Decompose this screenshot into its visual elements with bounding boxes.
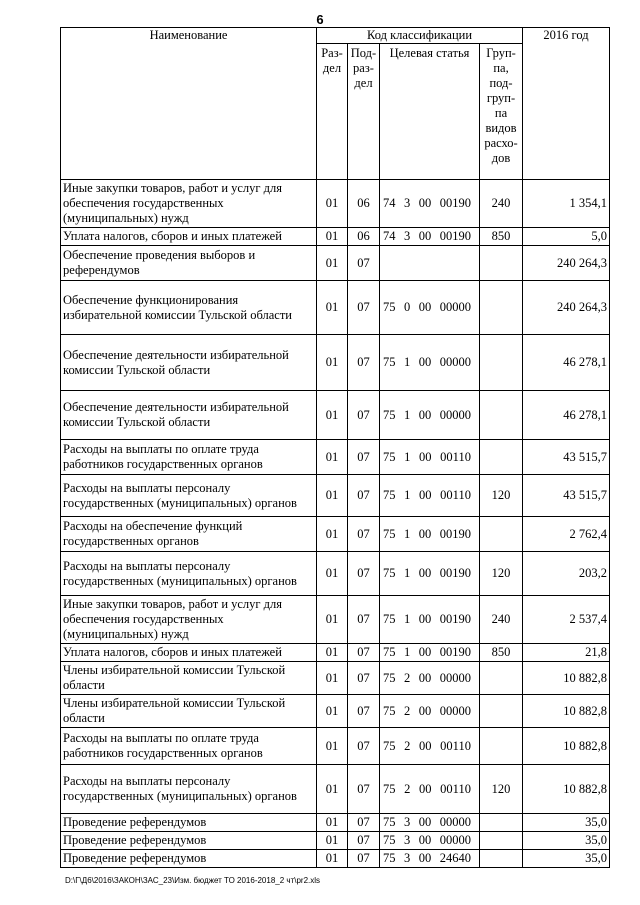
target-article-part: 00 [419,488,432,502]
row-expense-group [480,281,523,335]
row-expense-group: 850 [480,644,523,662]
target-article-part: 0 [404,300,411,314]
target-article-part: 74 [383,229,396,243]
row-section: 01 [317,552,348,596]
row-section: 01 [317,695,348,728]
target-article-part: 3 [404,851,411,865]
row-amount: 21,8 [523,644,610,662]
row-target-article [380,662,480,695]
table-row [61,517,610,552]
row-name: Обеспечение проведения выборов и референдумов [61,246,317,281]
row-target-article [380,228,480,246]
target-article-part: 00 [418,703,432,718]
target-article-part: 00190 [439,526,471,541]
table-row [61,596,610,644]
row-subsection: 07 [348,765,380,814]
row-subsection: 06 [348,180,380,228]
row-target-article [380,765,480,814]
row-amount: 35,0 [523,832,610,850]
target-article-part: 00 [419,781,432,796]
target-article-part: 24640 [439,851,471,865]
table-row [61,180,610,228]
row-expense-group [480,662,523,695]
target-article-part: 00 [418,670,432,685]
row-target-article [380,728,480,765]
row-subsection: 07 [348,440,380,475]
row-name: Проведение референдумов [61,832,317,850]
table-row [61,246,610,281]
target-article-parts [380,833,479,848]
target-article-part: 00000 [439,300,471,314]
target-article-part: 1 [404,407,411,422]
row-expense-group [480,695,523,728]
row-name: Проведение референдумов [61,850,317,868]
target-article-part: 75 [383,488,396,502]
target-article-part: 00000 [439,833,471,847]
row-expense-group [480,335,523,391]
row-amount: 10 882,8 [523,695,610,728]
target-article-parts [380,782,479,797]
target-article-parts [380,450,479,465]
row-section: 01 [317,596,348,644]
row-section: 01 [317,765,348,814]
target-article-part: 00190 [439,645,471,659]
row-subsection: 07 [348,552,380,596]
row-name: Обеспечение деятельности избирательной комиссии Тульской области [61,335,317,391]
target-article-parts [380,671,479,686]
subsection-header: Под- раз- дел [348,44,380,180]
row-section: 01 [317,228,348,246]
table-row [61,228,610,246]
page-number: 6 [316,12,324,27]
target-article-part: 00190 [439,229,471,243]
target-article-parts [380,851,479,866]
row-target-article [380,335,480,391]
row-target-article [380,391,480,440]
target-article-part: 1 [404,449,411,464]
row-section: 01 [317,832,348,850]
target-article-parts [380,566,479,581]
row-target-article [380,517,480,552]
target-article-part: 00000 [439,703,471,718]
row-expense-group: 120 [480,475,523,517]
row-section: 01 [317,475,348,517]
row-subsection: 07 [348,246,380,281]
header-row-1 [61,28,610,44]
target-article-part: 00 [418,815,432,829]
row-section: 01 [317,335,348,391]
row-subsection: 07 [348,832,380,850]
row-amount: 5,0 [523,228,610,246]
row-name: Расходы на обеспечение функций государственных органов [61,517,317,552]
target-article-part: 00110 [440,738,471,753]
table-row [61,475,610,517]
row-name: Уплата налогов, сборов и иных платежей [61,228,317,246]
row-section: 01 [317,728,348,765]
target-article-part: 1 [404,488,411,502]
table-row [61,335,610,391]
file-path-footer: D:\Г\Д6\2016\ЗАКОН\ЗАС_23\Изм. бюджет ТО 2016-2018_2 чт\pr2.xls [65,876,321,885]
row-amount: 203,2 [523,552,610,596]
year-column-header: 2016 год [523,28,610,180]
target-article-part: 00 [418,833,432,847]
target-article-part: 2 [404,670,411,685]
row-expense-group [480,814,523,832]
row-target-article [380,832,480,850]
target-article-part: 00 [418,355,432,369]
target-article-parts [380,196,479,211]
row-name: Члены избирательной комиссии Тульской области [61,695,317,728]
target-article-parts [380,612,479,627]
target-article-part: 75 [383,738,396,753]
target-article-part: 00 [418,229,432,243]
row-subsection: 07 [348,695,380,728]
row-subsection: 07 [348,662,380,695]
target-article-parts [380,645,479,660]
target-article-part: 74 [383,196,396,210]
target-article-part: 00110 [440,781,471,796]
row-name: Расходы на выплаты персоналу государственных (муниципальных) органов [61,765,317,814]
row-subsection: 07 [348,391,380,440]
target-article-parts [380,300,479,315]
target-article-part: 00 [418,407,432,422]
row-name: Расходы на выплаты персоналу государственных (муниципальных) органов [61,552,317,596]
row-target-article [380,246,480,281]
target-article-part: 75 [383,833,396,847]
row-subsection: 07 [348,335,380,391]
target-article-part: 00 [418,196,432,210]
row-expense-group: 240 [480,596,523,644]
target-article-part: 00110 [440,488,471,502]
row-target-article [380,850,480,868]
table-row [61,832,610,850]
row-expense-group: 120 [480,552,523,596]
row-amount: 43 515,7 [523,475,610,517]
target-article-part: 75 [383,407,396,422]
row-expense-group [480,728,523,765]
row-target-article [380,695,480,728]
row-target-article [380,180,480,228]
row-expense-group [480,391,523,440]
row-subsection: 07 [348,814,380,832]
row-subsection: 07 [348,850,380,868]
target-article-part: 3 [404,229,411,243]
target-article-part: 75 [383,645,396,659]
row-section: 01 [317,850,348,868]
name-column-header: Наименование [61,28,317,180]
target-article-part: 2 [404,703,411,718]
row-section: 01 [317,440,348,475]
row-amount: 1 354,1 [523,180,610,228]
row-name: Члены избирательной комиссии Тульской области [61,662,317,695]
target-article-part: 75 [383,851,396,865]
target-article-parts [380,527,479,542]
target-article-parts [380,739,479,754]
row-amount: 2 537,4 [523,596,610,644]
target-article-part: 00000 [439,355,471,369]
target-article-part: 00 [418,645,432,659]
row-amount: 35,0 [523,850,610,868]
target-article-part: 00000 [439,407,471,422]
row-section: 01 [317,180,348,228]
table-row [61,695,610,728]
row-name: Уплата налогов, сборов и иных платежей [61,644,317,662]
row-expense-group [480,246,523,281]
target-article-part: 00 [418,526,432,541]
target-article-part: 2 [404,738,411,753]
row-expense-group: 120 [480,765,523,814]
target-article-part: 00 [418,566,432,580]
target-article-part: 00190 [439,612,471,626]
target-article-part: 00 [418,612,432,626]
target-article-part: 75 [383,781,396,796]
target-article-part: 00000 [439,670,471,685]
table-row [61,765,610,814]
target-article-parts [380,355,479,370]
target-article-part: 00000 [439,815,471,829]
row-target-article [380,814,480,832]
target-article-parts [380,408,479,423]
row-target-article [380,644,480,662]
target-article-part: 2 [404,781,411,796]
target-article-part: 00190 [439,566,471,580]
table-row [61,850,610,868]
target-article-part: 00 [419,738,432,753]
row-section: 01 [317,814,348,832]
table-row [61,440,610,475]
table-row [61,644,610,662]
row-name: Проведение референдумов [61,814,317,832]
section-header: Раз- дел [317,44,348,180]
target-article-part: 75 [383,612,396,626]
row-subsection: 07 [348,728,380,765]
target-article-part: 00 [418,300,432,314]
row-section: 01 [317,391,348,440]
table-row [61,391,610,440]
row-target-article [380,475,480,517]
row-subsection: 07 [348,281,380,335]
row-subsection: 07 [348,517,380,552]
row-amount: 240 264,3 [523,246,610,281]
target-article-part: 75 [383,703,396,718]
row-amount: 10 882,8 [523,765,610,814]
target-article-part: 3 [404,833,411,847]
table-body [61,180,610,868]
row-section: 01 [317,281,348,335]
row-name: Иные закупки товаров, работ и услуг для обеспечения государственных (муниципальных) нужд [61,180,317,228]
row-subsection: 07 [348,596,380,644]
row-amount: 35,0 [523,814,610,832]
row-section: 01 [317,644,348,662]
target-article-part: 1 [404,355,411,369]
table-row [61,281,610,335]
row-amount: 2 762,4 [523,517,610,552]
target-article-part: 75 [383,566,396,580]
table-row [61,814,610,832]
target-article-part: 75 [383,355,396,369]
row-section: 01 [317,662,348,695]
target-article-part: 1 [404,645,411,659]
row-expense-group: 850 [480,228,523,246]
target-article-part: 75 [383,449,396,464]
target-article-part: 75 [383,815,396,829]
table-row [61,662,610,695]
row-subsection: 07 [348,644,380,662]
target-article-parts [380,229,479,244]
target-article-part: 1 [404,566,411,580]
target-article-header: Целевая статья [380,44,480,180]
row-expense-group: 240 [480,180,523,228]
row-expense-group [480,850,523,868]
table-row [61,728,610,765]
row-amount: 46 278,1 [523,391,610,440]
row-target-article [380,596,480,644]
row-section: 01 [317,517,348,552]
target-article-part: 3 [404,815,411,829]
budget-table [60,27,610,868]
row-expense-group [480,517,523,552]
target-article-parts [380,815,479,830]
table-row [61,552,610,596]
target-article-parts [380,704,479,719]
row-section: 01 [317,246,348,281]
row-target-article [380,440,480,475]
row-name: Расходы на выплаты по оплате труда работников государственных органов [61,440,317,475]
row-expense-group [480,440,523,475]
row-amount: 10 882,8 [523,662,610,695]
target-article-part: 75 [383,670,396,685]
row-subsection: 06 [348,228,380,246]
row-name: Расходы на выплаты персоналу государственных (муниципальных) органов [61,475,317,517]
row-name: Обеспечение функционирования избирательной комиссии Тульской области [61,281,317,335]
row-expense-group [480,832,523,850]
target-article-part: 00190 [439,196,471,210]
row-amount: 240 264,3 [523,281,610,335]
target-article-part: 00 [419,449,432,464]
row-target-article [380,552,480,596]
row-amount: 46 278,1 [523,335,610,391]
target-article-part: 3 [404,196,411,210]
row-subsection: 07 [348,475,380,517]
row-name: Обеспечение деятельности избирательной комиссии Тульской области [61,391,317,440]
target-article-part: 75 [383,300,396,314]
row-name: Расходы на выплаты по оплате труда работников государственных органов [61,728,317,765]
target-article-part: 1 [404,612,411,626]
target-article-part: 00 [418,851,432,865]
row-amount: 43 515,7 [523,440,610,475]
target-article-part: 00110 [440,449,471,464]
row-target-article [380,281,480,335]
target-article-parts [380,488,479,503]
row-amount: 10 882,8 [523,728,610,765]
code-classification-header: Код классификации [317,28,523,44]
expense-group-header: Груп- па, под- груп- па видов расхо- дов [480,44,523,180]
target-article-part: 1 [404,526,411,541]
row-name: Иные закупки товаров, работ и услуг для обеспечения государственных (муниципальных) нужд [61,596,317,644]
target-article-part: 75 [383,526,396,541]
